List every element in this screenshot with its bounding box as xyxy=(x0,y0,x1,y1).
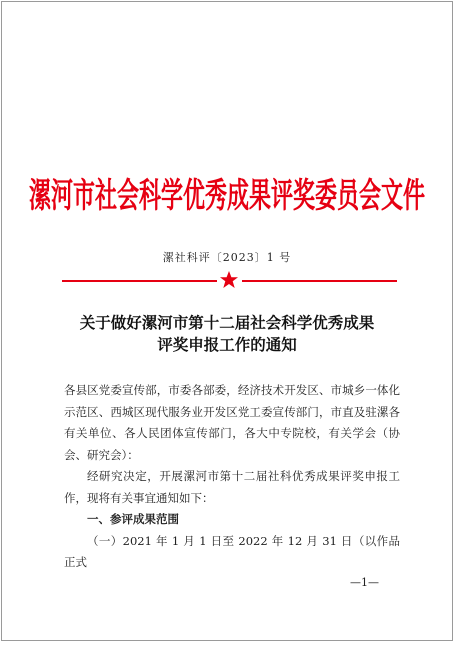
document-page xyxy=(1,1,453,641)
notice-body xyxy=(64,380,400,574)
red-rule-left xyxy=(62,280,217,282)
intro-paragraph: 经研究决定，开展漯河市第十二届社科优秀成果评奖申报工作，现将有关事宜通知如下： xyxy=(64,469,400,505)
red-rule-right xyxy=(242,280,397,282)
page-number: —1— xyxy=(350,576,379,589)
document-number: 漯社科评〔2023〕1 号 xyxy=(162,251,292,264)
item-paragraph: （一）2021 年 1 月 1 日至 2022 年 12 月 31 日（以作品正式 xyxy=(64,533,400,569)
section-heading: 一、参评成果范围 xyxy=(87,512,179,526)
red-star-icon xyxy=(219,270,239,290)
title-line-2: 评奖申报工作的通知 xyxy=(157,335,297,354)
addressee-paragraph: 各县区党委宣传部，市委各部委，经济技术开发区、市城乡一体化示范区、西城区现代服务业开发区党工委宣传部门，市直及驻漯各有关单位、各人民团体宣传部门，各大中专院校，有关学会（协会、研究会）： xyxy=(64,383,400,462)
issuer-header: 漯河市社会科学优秀成果评奖委员会文件 xyxy=(28,176,425,217)
title-line-1: 关于做好漯河市第十二届社会科学优秀成果 xyxy=(79,313,375,332)
notice-title xyxy=(42,312,412,356)
